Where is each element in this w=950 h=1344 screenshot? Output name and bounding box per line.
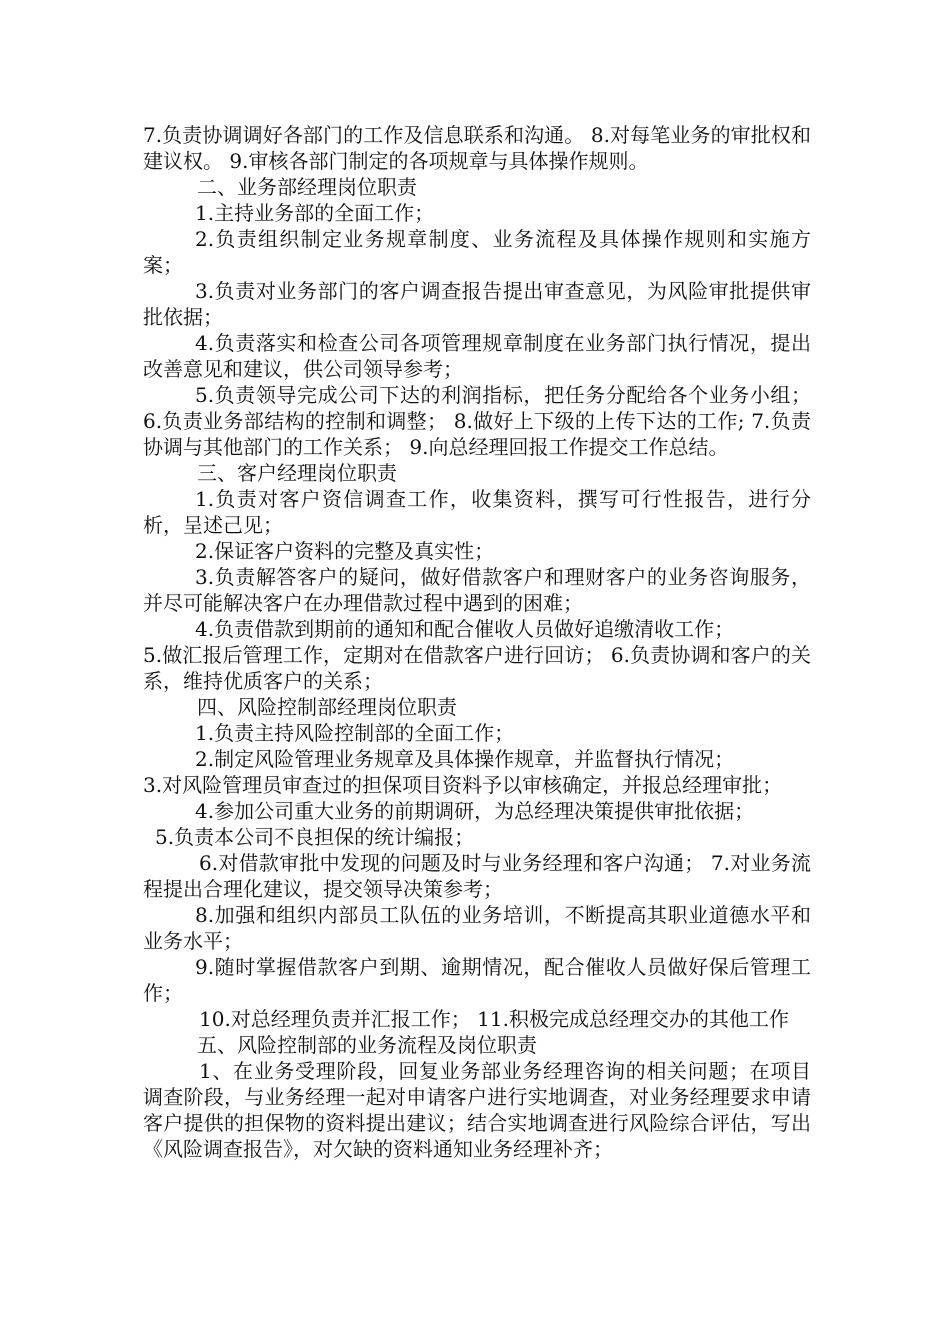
paragraph: 2.制定风险管理业务规章及具体操作规章，并监督执行情况； <box>195 747 735 771</box>
paragraph: 8.加强和组织内部员工队伍的业务培训，不断提高其职业道德水平和业务水平； <box>143 903 811 953</box>
paragraph: 6.对借款审批中发现的问题及时与业务经理和客户沟通； 7.对业务流程提出合理化建议，提交领导决策参考； <box>143 851 811 901</box>
document-body <box>143 122 811 1162</box>
paragraph: 5.负责领导完成公司下达的利润指标，把任务分配给各个业务小组； 6.负责业务部结构的控制和调整； 8.做好上下级的上传下达的工作; 7.负责协调与其他部门的工作关系； 9.向总经理回报工作提交工作总结。 <box>143 383 811 459</box>
paragraph: 5.负责本公司不良担保的统计编报； <box>155 825 475 849</box>
paragraph: 4.参加公司重大业务的前期调研，为总经理决策提供审批依据； <box>195 799 755 823</box>
section-heading: 四、风险控制部经理岗位职责 <box>197 695 457 719</box>
paragraph: 2.保证客户资料的完整及真实性； <box>195 539 495 563</box>
paragraph: 1.负责对客户资信调查工作，收集资料，撰写可行性报告，进行分析，呈述己见； <box>143 487 811 537</box>
section-heading: 二、业务部经理岗位职责 <box>197 175 417 199</box>
paragraph: 1、在业务受理阶段，回复业务部业务经理咨询的相关问题；在项目调查阶段，与业务经理一起对申请客户进行实地调查，对业务经理要求申请客户提供的担保物的资料提出建议；结合实地调查进行风险综合评估，写出《风险调查报告》，对欠缺的资料通知业务经理补齐； <box>143 1059 811 1161</box>
paragraph: 3.对风险管理员审查过的担保项目资料予以审核确定，并报总经理审批； <box>143 773 783 797</box>
paragraph: 9.随时掌握借款客户到期、逾期情况，配合催收人员做好保后管理工作； <box>143 955 811 1005</box>
paragraph: 2.负责组织制定业务规章制度、业务流程及具体操作规则和实施方案； <box>143 227 811 277</box>
paragraph: 1.主持业务部的全面工作； <box>195 201 435 225</box>
paragraph: 3.负责对业务部门的客户调查报告提出审查意见，为风险审批提供审批依据； <box>143 279 811 329</box>
paragraph: 7.负责协调调好各部门的工作及信息联系和沟通。 8.对每笔业务的审批权和建议权。 9.审核各部门制定的各项规章与具体操作规则。 <box>143 123 811 173</box>
section-heading: 三、客户经理岗位职责 <box>197 461 397 485</box>
paragraph: 5.做汇报后管理工作，定期对在借款客户进行回访； 6.负责协调和客户的关系，维持优质客户的关系； <box>143 643 811 693</box>
paragraph: 4.负责借款到期前的通知和配合催收人员做好追缴清收工作； <box>195 617 735 641</box>
paragraph: 1.负责主持风险控制部的全面工作； <box>195 721 515 745</box>
section-heading: 五、风险控制部的业务流程及岗位职责 <box>197 1033 537 1057</box>
paragraph: 10.对总经理负责并汇报工作； 11.积极完成总经理交办的其他工作 <box>199 1007 789 1031</box>
paragraph: 4.负责落实和检查公司各项管理规章制度在业务部门执行情况，提出改善意见和建议，供公司领导参考； <box>143 331 811 381</box>
paragraph: 3.负责解答客户的疑问，做好借款客户和理财客户的业务咨询服务，并尽可能解决客户在办理借款过程中遇到的困难； <box>143 565 811 615</box>
